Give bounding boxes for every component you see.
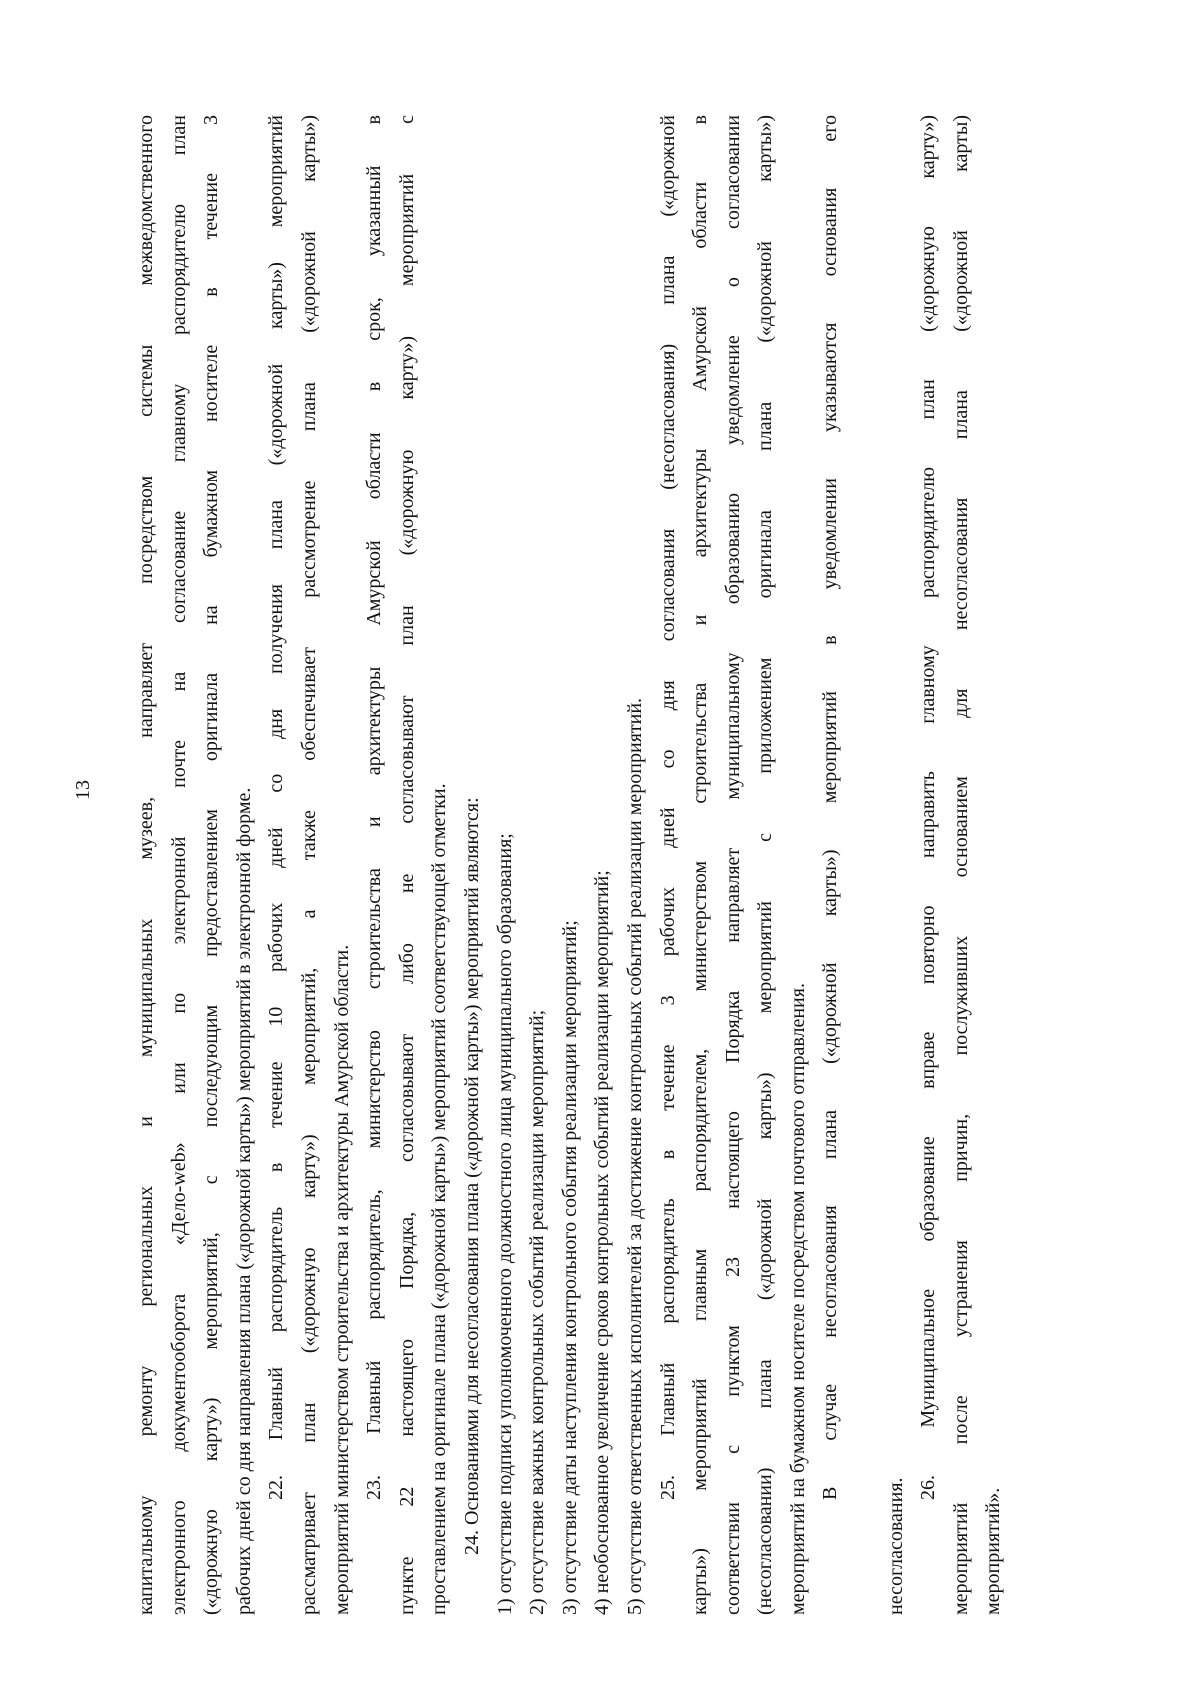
text-line: 26. Муниципальное образование вправе повторно направить главному распорядителю план («дорожную карту») xyxy=(917,115,940,1500)
text-line: рабочих дней со дня направления плана («дорожной карты») мероприятий в электронной форме. xyxy=(232,787,255,1615)
text-line: несогласования. xyxy=(884,1477,907,1615)
text-line: мероприятий». xyxy=(982,1487,1005,1615)
page-number: 13 xyxy=(72,780,94,800)
text-line: мероприятий министерством строительства и архитектуры Амурской области. xyxy=(330,944,353,1615)
text-line: 22. Главный распорядитель в течение 10 рабочих дней со дня получения плана («дорожной карты») мероприятий xyxy=(265,115,288,1500)
text-line: 2) отсутствие важных контрольных событий реализации мероприятий; xyxy=(526,1009,549,1615)
document-body xyxy=(130,115,1010,1615)
text-line: 25. Главный распорядитель в течение 3 рабочих дней со дня согласования (несогласования) плана («дорожной xyxy=(656,115,679,1500)
text-line: рассматривает план («дорожную карту») мероприятий, а также обеспечивает рассмотрение плана («дорожной карты») xyxy=(297,115,320,1615)
text-line: (несогласовании) плана («дорожной карты») мероприятий с приложением оригинала плана («дорожной карты») xyxy=(754,115,777,1615)
text-line: 3) отсутствие даты наступления контрольного события реализации мероприятий; xyxy=(558,920,581,1615)
text-line: 1) отсутствие подписи уполномоченного должностного лица муниципального образования; xyxy=(493,833,516,1615)
text-line: 5) отсутствие ответственных исполнителей за достижение контрольных событий реализации мероприятий. xyxy=(623,697,646,1615)
text-line: электронного документооборота «Дело-web» или по электронной почте на согласование главному распорядителю план xyxy=(167,115,190,1615)
text-line: мероприятий после устранения причин, послуживших основанием для несогласования плана («дорожной карты) xyxy=(949,115,972,1615)
text-line: пункте 22 настоящего Порядка, согласовывают либо не согласовывают план («дорожную карту») мероприятий с xyxy=(395,115,418,1615)
text-line: («дорожную карту») мероприятий, с последующим предоставлением оригинала на бумажном носителе в течение 3 xyxy=(200,115,223,1615)
text-line: капитальному ремонту региональных и муниципальных музеев, направляет посредством системы межведомственного xyxy=(135,115,157,1615)
text-line: карты») мероприятий главным распорядителем, министерством строительства и архитектуры Амурской области в xyxy=(689,115,712,1615)
text-line: соответствии с пунктом 23 настоящего Порядка направляет муниципальному образованию уведомление о согласовании xyxy=(721,115,744,1615)
paragraph-gap xyxy=(847,115,880,1615)
text-line: мероприятий на бумажном носителе посредством почтового отправления. xyxy=(786,983,809,1615)
text-line: В случае несогласования плана («дорожной карты») мероприятий в уведомлении указываются основания его xyxy=(819,115,842,1500)
text-line: 23. Главный распорядитель, министерство строительства и архитектуры Амурской области в срок, указанный в xyxy=(363,115,386,1500)
text-line: проставлением на оригинале плана («дорожной карты») мероприятий соответствующей отметки. xyxy=(428,783,451,1615)
text-line: 4) необоснованное увеличение сроков контрольных событий реализации мероприятий; xyxy=(591,870,614,1615)
text-line: 24. Основаниями для несогласования плана («дорожной карты») мероприятий являются: xyxy=(460,797,483,1555)
